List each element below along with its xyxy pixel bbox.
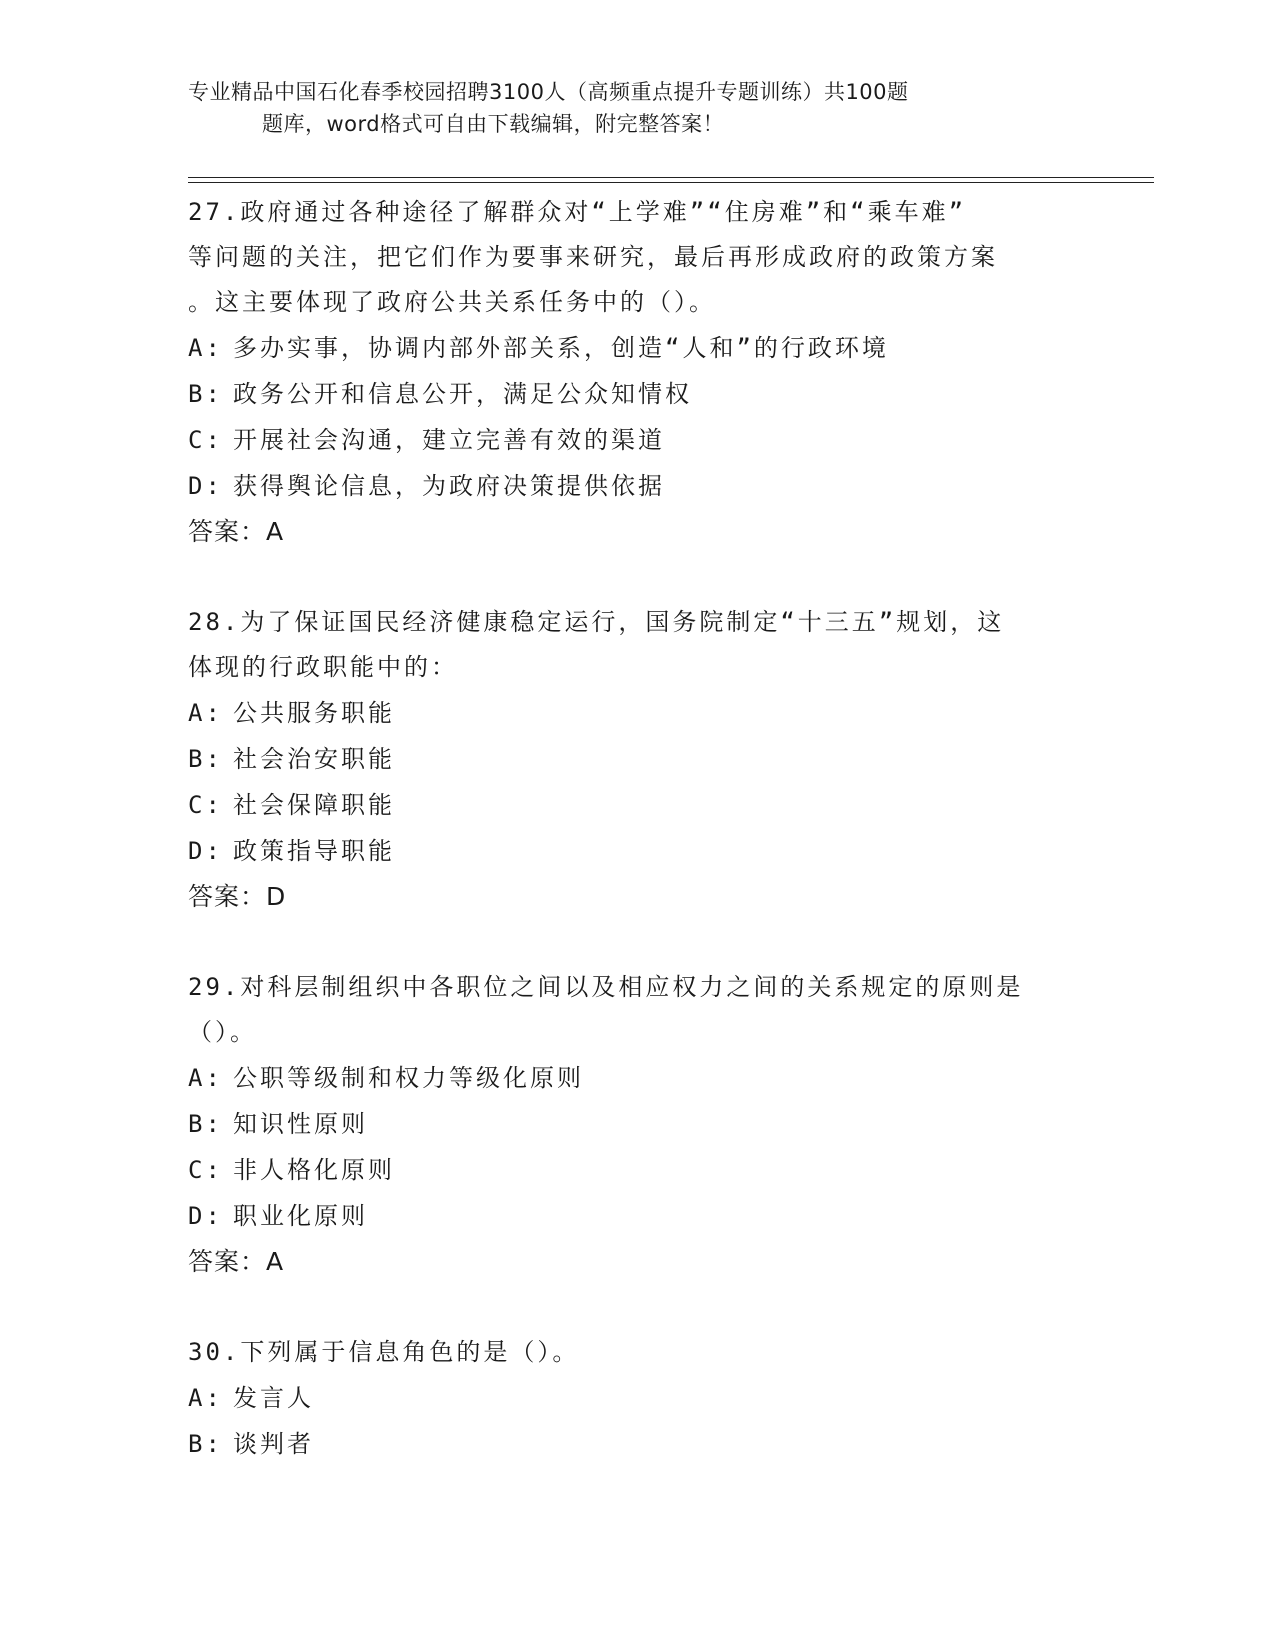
- option-text: 政策指导职能: [233, 837, 395, 865]
- option-c: [188, 417, 1088, 463]
- option-text: 多办实事，协调内部外部关系，创造“人和”的行政环境: [233, 334, 889, 362]
- question-text-line: 。这主要体现了政府公共关系任务中的（）。: [188, 288, 716, 316]
- question-text: [188, 600, 1088, 690]
- option-b: [188, 736, 1088, 782]
- option-key: A:: [188, 1064, 223, 1092]
- option-text: 开展社会沟通，建立完善有效的渠道: [233, 426, 665, 454]
- option-text: 公共服务职能: [233, 699, 395, 727]
- answer-line: 答案：A: [188, 1247, 285, 1276]
- option-c: [188, 782, 1088, 828]
- option-text: 获得舆论信息，为政府决策提供依据: [233, 472, 665, 500]
- option-b: [188, 371, 1088, 417]
- question-text-line: 29.对科层制组织中各职位之间以及相应权力之间的关系规定的原则是: [188, 973, 1024, 1001]
- question-list: [188, 190, 1088, 1512]
- option-key: B:: [188, 380, 223, 408]
- option-d: [188, 1193, 1088, 1239]
- option-key: C:: [188, 426, 223, 454]
- option-b: [188, 1421, 1088, 1467]
- question-30: [188, 1330, 1088, 1467]
- option-key: D:: [188, 472, 223, 500]
- header-title-line-1: 专业精品中国石化春季校园招聘3100人（高频重点提升专题训练）共100题: [188, 80, 909, 104]
- question-text-line: 28.为了保证国民经济健康稳定运行，国务院制定“十三五”规划，这: [188, 608, 1005, 636]
- option-key: A:: [188, 699, 223, 727]
- option-text: 非人格化原则: [233, 1156, 395, 1184]
- question-text-line: 体现的行政职能中的：: [188, 653, 458, 681]
- question-text-line: 等问题的关注，把它们作为要事来研究，最后再形成政府的政策方案: [188, 243, 998, 271]
- option-key: B:: [188, 1110, 223, 1138]
- option-text: 社会保障职能: [233, 791, 395, 819]
- option-key: C:: [188, 791, 223, 819]
- option-text: 社会治安职能: [233, 745, 395, 773]
- option-a: [188, 690, 1088, 736]
- option-key: C:: [188, 1156, 223, 1184]
- header-divider-bottom: [188, 182, 1154, 183]
- option-d: [188, 828, 1088, 874]
- answer-line: 答案：A: [188, 517, 285, 546]
- question-text: [188, 1330, 1088, 1375]
- option-text: 发言人: [233, 1384, 314, 1412]
- option-text: 谈判者: [233, 1430, 314, 1458]
- question-text-line: 30.下列属于信息角色的是（）。: [188, 1338, 580, 1366]
- answer-line: 答案：D: [188, 882, 287, 911]
- question-text-line: 27.政府通过各种途径了解群众对“上学难”“住房难”和“乘车难”: [188, 198, 967, 226]
- option-b: [188, 1101, 1088, 1147]
- header-title-line-2: 题库，word格式可自由下载编辑，附完整答案！: [262, 112, 725, 136]
- document-header: [188, 76, 1068, 140]
- option-a: [188, 1375, 1088, 1421]
- question-27: [188, 190, 1088, 555]
- option-key: D:: [188, 1202, 223, 1230]
- option-text: 公职等级制和权力等级化原则: [233, 1064, 584, 1092]
- option-text: 知识性原则: [233, 1110, 368, 1138]
- option-d: [188, 463, 1088, 509]
- option-a: [188, 1055, 1088, 1101]
- option-text: 政务公开和信息公开，满足公众知情权: [233, 380, 692, 408]
- option-text: 职业化原则: [233, 1202, 368, 1230]
- question-text: [188, 965, 1088, 1055]
- option-key: A:: [188, 1384, 223, 1412]
- header-divider-top: [188, 177, 1154, 178]
- option-key: B:: [188, 1430, 223, 1458]
- option-key: D:: [188, 837, 223, 865]
- option-a: [188, 325, 1088, 371]
- option-c: [188, 1147, 1088, 1193]
- question-28: [188, 600, 1088, 920]
- question-29: [188, 965, 1088, 1285]
- question-text: [188, 190, 1088, 325]
- option-key: B:: [188, 745, 223, 773]
- question-text-line: （）。: [188, 1018, 257, 1046]
- option-key: A:: [188, 334, 223, 362]
